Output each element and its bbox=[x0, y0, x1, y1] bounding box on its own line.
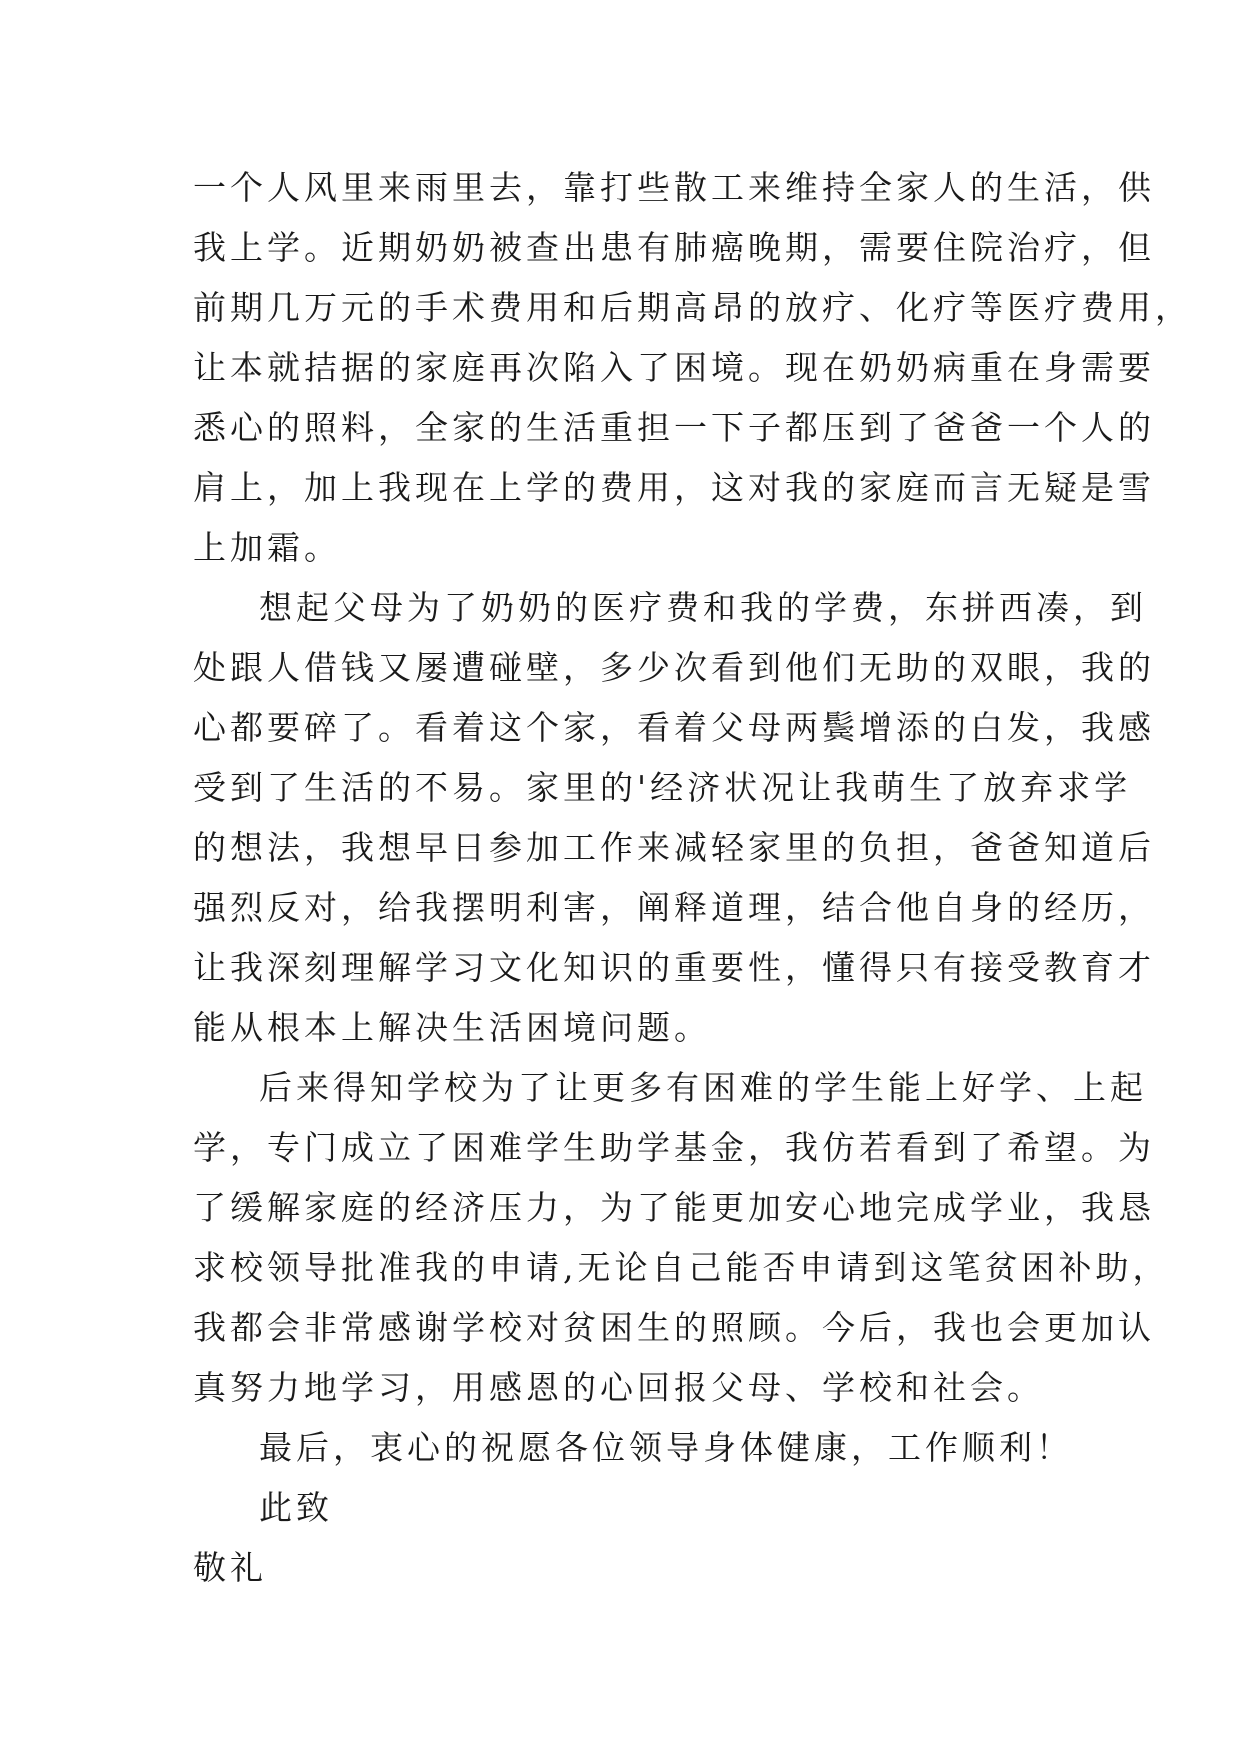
text-line: 学，专门成立了困难学生助学基金，我仿若看到了希望。为 bbox=[193, 1128, 1155, 1167]
text-line: 此致 bbox=[259, 1488, 333, 1527]
text-line: 受到了生活的不易。家里的'经济状况让我萌生了放弃求学 bbox=[193, 768, 1132, 807]
text-line: 悉心的照料，全家的生活重担一下子都压到了爸爸一个人的 bbox=[193, 408, 1155, 447]
text-line: 强烈反对，给我摆明利害，阐释道理，结合他自身的经历， bbox=[193, 888, 1155, 927]
text-line: 让我深刻理解学习文化知识的重要性，懂得只有接受教育才 bbox=[193, 948, 1155, 987]
text-line: 后来得知学校为了让更多有困难的学生能上好学、上起 bbox=[259, 1068, 1147, 1107]
text-line: 敬礼 bbox=[193, 1548, 267, 1587]
text-line: 前期几万元的手术费用和后期高昂的放疗、化疗等医疗费用， bbox=[193, 288, 1192, 327]
text-line: 肩上，加上我现在上学的费用，这对我的家庭而言无疑是雪 bbox=[193, 468, 1155, 507]
text-line: 的想法，我想早日参加工作来减轻家里的负担，爸爸知道后 bbox=[193, 828, 1155, 867]
text-line: 我都会非常感谢学校对贫困生的照顾。今后，我也会更加认 bbox=[193, 1308, 1155, 1347]
text-line: 上加霜。 bbox=[193, 528, 341, 567]
text-line: 最后，衷心的祝愿各位领导身体健康，工作顺利！ bbox=[259, 1428, 1073, 1467]
text-line: 了缓解家庭的经济压力，为了能更加安心地完成学业，我恳 bbox=[193, 1188, 1155, 1227]
text-line: 求校领导批准我的申请,无论自己能否申请到这笔贫困补助， bbox=[193, 1248, 1170, 1287]
text-line: 一个人风里来雨里去，靠打些散工来维持全家人的生活，供 bbox=[193, 168, 1155, 207]
letter-body bbox=[193, 158, 1192, 1598]
text-line: 心都要碎了。看着这个家，看着父母两鬓增添的白发，我感 bbox=[193, 708, 1155, 747]
text-line: 想起父母为了奶奶的医疗费和我的学费，东拼西凑，到 bbox=[259, 588, 1147, 627]
text-line: 处跟人借钱又屡遭碰壁，多少次看到他们无助的双眼，我的 bbox=[193, 648, 1155, 687]
text-line: 让本就拮据的家庭再次陷入了困境。现在奶奶病重在身需要 bbox=[193, 348, 1155, 387]
text-line: 能从根本上解决生活困境问题。 bbox=[193, 1008, 711, 1047]
text-line: 我上学。近期奶奶被查出患有肺癌晚期，需要住院治疗，但 bbox=[193, 228, 1155, 267]
text-line: 真努力地学习，用感恩的心回报父母、学校和社会。 bbox=[193, 1368, 1044, 1407]
